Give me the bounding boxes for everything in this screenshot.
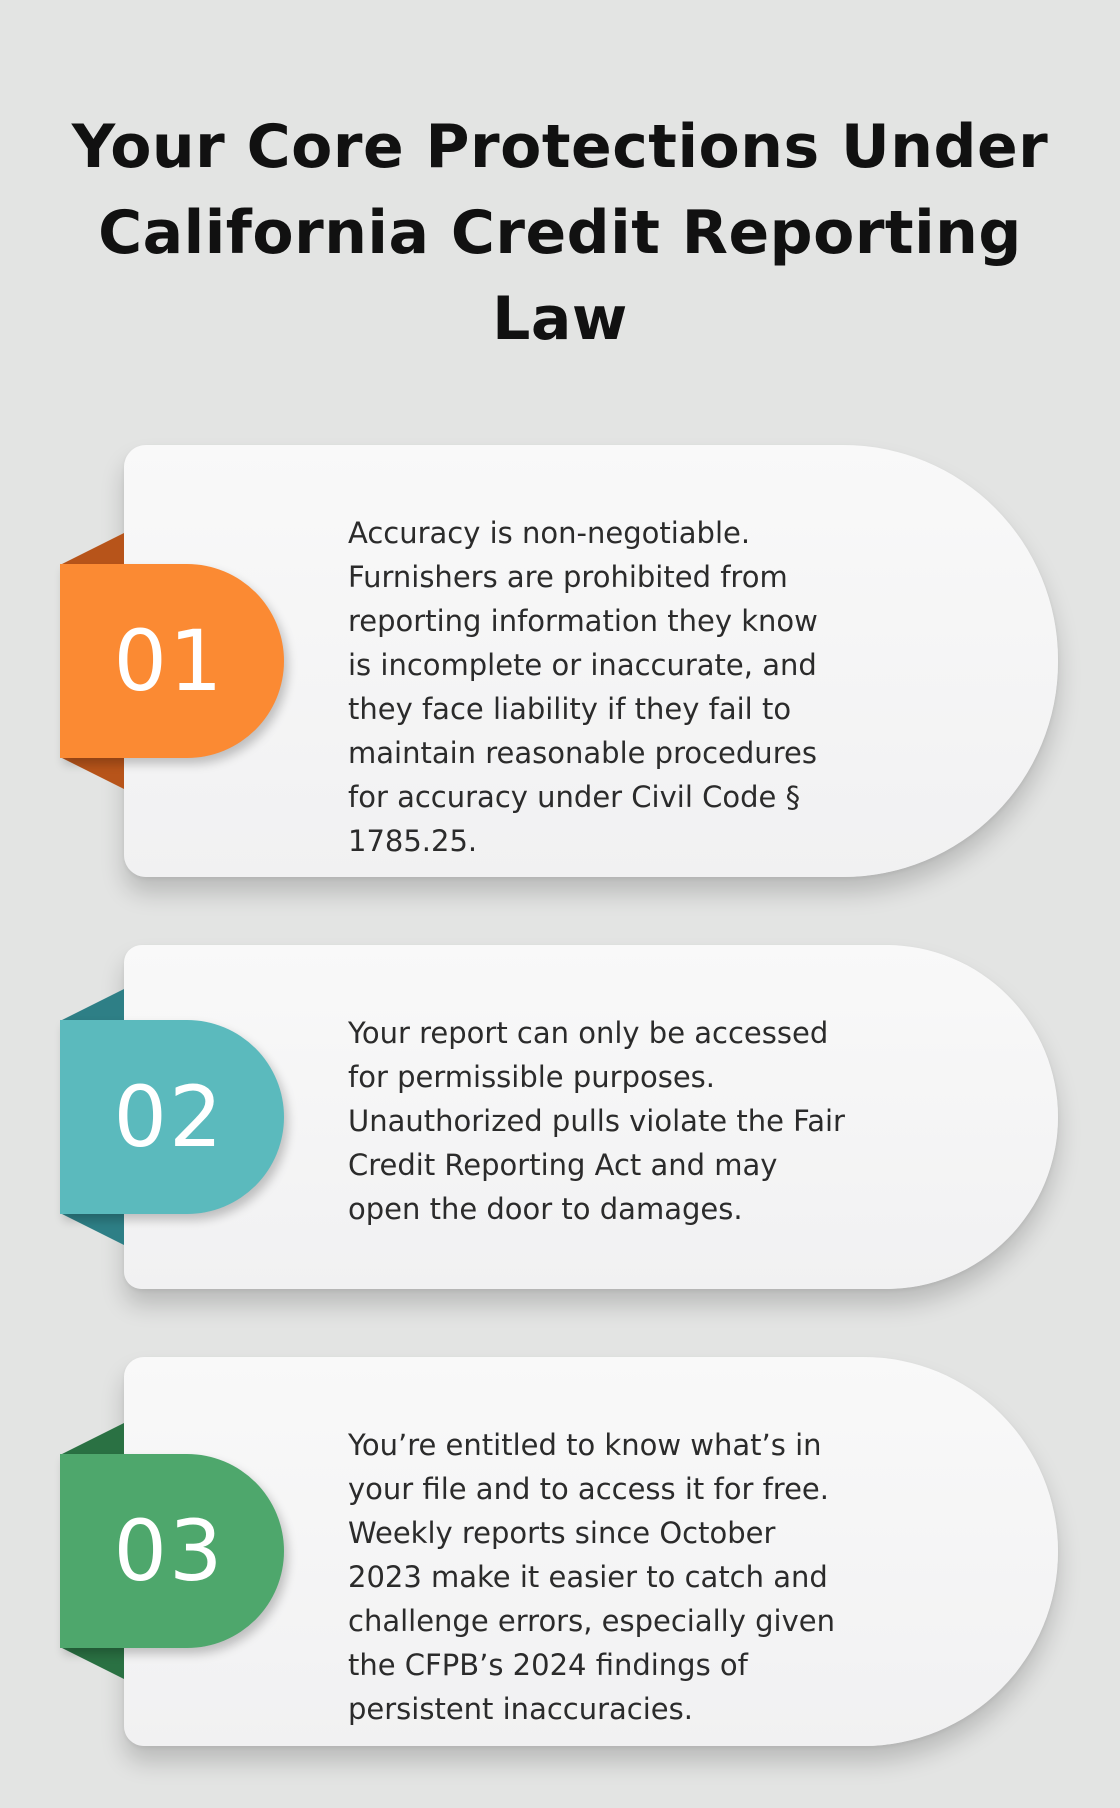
- ribbon-fold-top: [60, 989, 124, 1021]
- ribbon-fold-bottom: [60, 1213, 124, 1245]
- step-number-badge: [60, 564, 284, 758]
- ribbon-fold-bottom: [60, 757, 124, 789]
- step-number-badge: [60, 1454, 284, 1648]
- page-title: Your Core Protections Under California Credit Reporting Law: [71, 112, 1049, 354]
- ribbon-fold-bottom: [60, 1647, 124, 1679]
- step-text: Your report can only be accessed for permissible purposes. Unauthorized pulls violate the Fair Credit Reporting Act and may open the door to damages.: [348, 1016, 845, 1226]
- step-number: 03: [113, 1502, 225, 1600]
- step-number-badge: [60, 1020, 284, 1214]
- step-text: Accuracy is non-negotiable. Furnishers are prohibited from reporting information they know is incomplete or inaccurate, and they face liability if they fail to maintain reasonable procedures for accuracy under Civil Code § 1785.25.: [348, 516, 818, 858]
- step-text: You’re entitled to know what’s in your file and to access it for free. Weekly reports since October 2023 make it easier to catch and challenge errors, especially given the CFPB’s 2024 findings of persistent inaccuracies.: [348, 1428, 835, 1726]
- step-number: 01: [113, 612, 225, 710]
- step-number: 02: [113, 1068, 225, 1166]
- ribbon-fold-top: [60, 1423, 124, 1455]
- ribbon-fold-top: [60, 533, 124, 565]
